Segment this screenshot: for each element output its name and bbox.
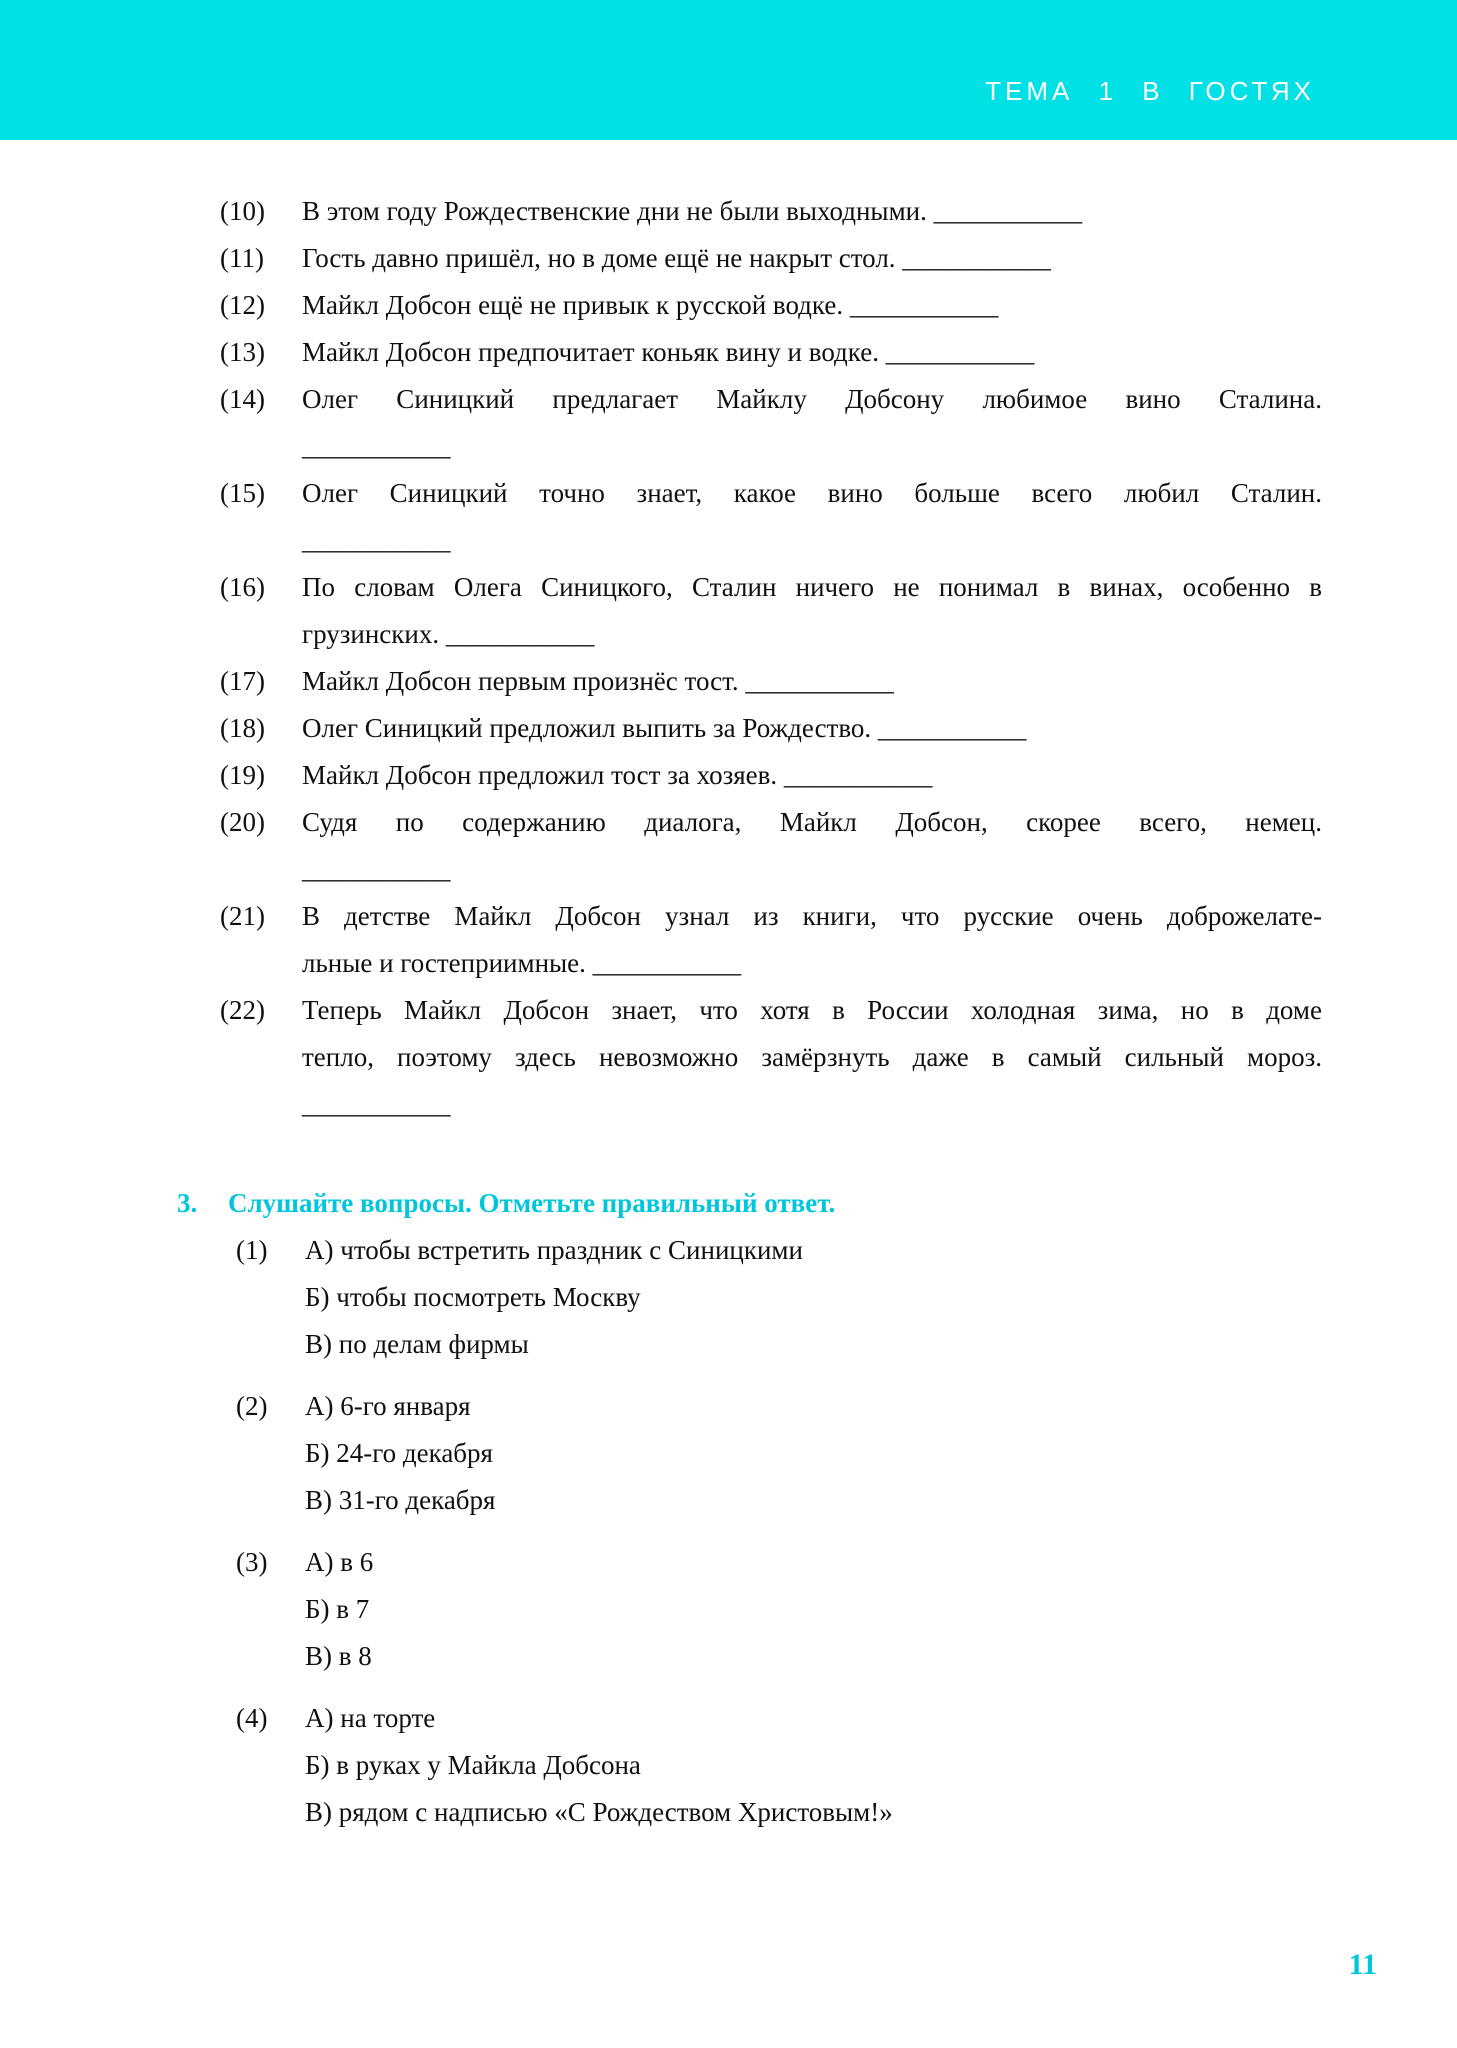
statement-item xyxy=(220,376,1325,470)
statement-item xyxy=(220,799,1325,893)
answer-option: В) в 8 xyxy=(305,1641,372,1671)
statement-line: Теперь Майкл Добсон знает, что хотя в России холодная зима, но в доме xyxy=(302,995,1322,1025)
statement-number: (20) xyxy=(220,807,265,837)
statement-lines xyxy=(302,282,1322,329)
statement-line: По словам Олега Синицкого, Сталин ничего не понимал в винах, особенно в xyxy=(302,572,1322,602)
statement-lines xyxy=(302,470,1322,564)
answer-option: Б) чтобы посмотреть Москву xyxy=(305,1282,641,1312)
statement-item xyxy=(220,470,1325,564)
statement-line: ___________ xyxy=(302,1089,451,1119)
statement-line: тепло, поэтому здесь невозможно замёрзнуть даже в самый сильный мороз. xyxy=(302,1042,1322,1072)
statement-number: (17) xyxy=(220,666,265,696)
statement-item xyxy=(220,658,1325,705)
statement-number: (10) xyxy=(220,196,265,226)
statement-lines xyxy=(302,705,1322,752)
statement-line: Майкл Добсон ещё не привык к русской водке. ___________ xyxy=(302,290,999,320)
page-content xyxy=(177,188,1325,1851)
statement-line: ___________ xyxy=(302,854,451,884)
statement-lines xyxy=(302,376,1322,470)
statement-number: (18) xyxy=(220,713,265,743)
statement-line: Олег Синицкий точно знает, какое вино больше всего любил Сталин. xyxy=(302,478,1322,508)
question-options xyxy=(305,1227,803,1368)
statement-line: ___________ xyxy=(302,525,451,555)
statement-number: (11) xyxy=(220,243,264,273)
question-number: (4) xyxy=(236,1703,268,1733)
statement-lines xyxy=(302,799,1322,893)
question-item xyxy=(236,1383,1325,1524)
statement-line: В этом году Рождественские дни не были выходными. ___________ xyxy=(302,196,1083,226)
answer-option: А) чтобы встретить праздник с Синицкими xyxy=(305,1235,803,1265)
statement-item xyxy=(220,329,1325,376)
statement-number: (14) xyxy=(220,384,265,414)
statement-number: (16) xyxy=(220,572,265,602)
section-heading xyxy=(177,1180,1325,1227)
statement-number: (15) xyxy=(220,478,265,508)
statement-item xyxy=(220,235,1325,282)
question-options xyxy=(305,1383,495,1524)
answer-option: В) рядом с надписью «С Рождеством Христовым!» xyxy=(305,1797,893,1827)
statement-lines xyxy=(302,893,1322,987)
statement-lines xyxy=(302,987,1322,1128)
statement-lines xyxy=(302,329,1322,376)
question-item xyxy=(236,1227,1325,1368)
question-item xyxy=(236,1539,1325,1680)
statement-number: (21) xyxy=(220,901,265,931)
statement-line: ___________ xyxy=(302,431,451,461)
statement-line: В детстве Майкл Добсон узнал из книги, что русские очень доброжелате- xyxy=(302,901,1322,931)
answer-option: А) в 6 xyxy=(305,1547,374,1577)
header-band xyxy=(0,0,1457,140)
statement-line: Майкл Добсон первым произнёс тост. ___________ xyxy=(302,666,894,696)
answer-option: Б) в руках у Майкла Добсона xyxy=(305,1750,641,1780)
statement-item xyxy=(220,752,1325,799)
answer-option: А) на торте xyxy=(305,1703,436,1733)
statement-item xyxy=(220,705,1325,752)
answer-option: Б) в 7 xyxy=(305,1594,370,1624)
statement-item xyxy=(220,893,1325,987)
question-number: (1) xyxy=(236,1235,268,1265)
statement-line: Судя по содержанию диалога, Майкл Добсон, скорее всего, немец. xyxy=(302,807,1322,837)
statement-item xyxy=(220,987,1325,1128)
questions-list xyxy=(236,1227,1325,1836)
statement-lines xyxy=(302,752,1322,799)
statements-list xyxy=(220,188,1325,1128)
answer-option: В) 31-го декабря xyxy=(305,1485,496,1515)
statement-line: льные и гостеприимные. ___________ xyxy=(302,948,742,978)
statement-line: Майкл Добсон предложил тост за хозяев. ___________ xyxy=(302,760,933,790)
statement-line: Майкл Добсон предпочитает коньяк вину и водке. ___________ xyxy=(302,337,1035,367)
statement-lines xyxy=(302,235,1322,282)
statement-item xyxy=(220,564,1325,658)
statement-line: грузинских. ___________ xyxy=(302,619,595,649)
question-options xyxy=(305,1539,373,1680)
statement-number: (22) xyxy=(220,995,265,1025)
question-options xyxy=(305,1695,893,1836)
page-number: 11 xyxy=(1348,1948,1377,1981)
statement-lines xyxy=(302,188,1322,235)
statement-line: Гость давно пришёл, но в доме ещё не накрыт стол. ___________ xyxy=(302,243,1051,273)
statement-number: (13) xyxy=(220,337,265,367)
question-number: (3) xyxy=(236,1547,268,1577)
statement-number: (12) xyxy=(220,290,265,320)
page-header-title: ТЕМА 1 В ГОСТЯХ xyxy=(985,76,1315,106)
statement-lines xyxy=(302,658,1322,705)
question-item xyxy=(236,1695,1325,1836)
answer-option: Б) 24-го декабря xyxy=(305,1438,493,1468)
statement-lines xyxy=(302,564,1322,658)
statement-item xyxy=(220,282,1325,329)
statement-item xyxy=(220,188,1325,235)
question-number: (2) xyxy=(236,1391,268,1421)
section-number: 3. xyxy=(177,1188,198,1218)
statement-number: (19) xyxy=(220,760,265,790)
answer-option: В) по делам фирмы xyxy=(305,1329,529,1359)
statement-line: Олег Синицкий предлагает Майклу Добсону любимое вино Сталина. xyxy=(302,384,1322,414)
answer-option: А) 6-го января xyxy=(305,1391,471,1421)
section-title: Слушайте вопросы. Отметьте правильный ответ. xyxy=(228,1188,836,1218)
statement-line: Олег Синицкий предложил выпить за Рождество. ___________ xyxy=(302,713,1027,743)
